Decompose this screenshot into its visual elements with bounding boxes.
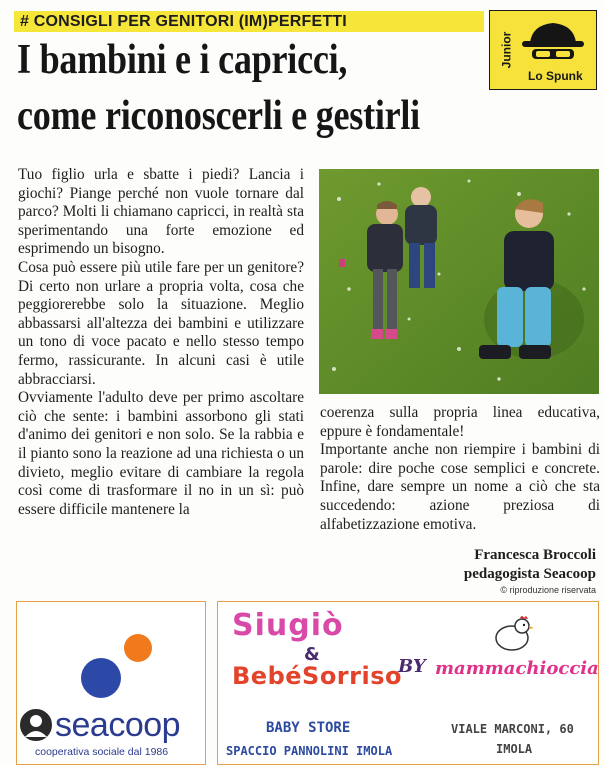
article-paragraph: Importante anche non riempire i bambini di parole: dire poche cose semplici e concrete. Infine, dare sempre un nome a ciò che sta succedendo: azione preziosa di alfabetizzazione emotiva.	[320, 441, 600, 533]
article-column-right	[320, 404, 600, 534]
author-name: Francesca Broccoli	[474, 547, 596, 563]
store-description: SPACCIO PANNOLINI IMOLA	[226, 744, 393, 758]
article-paragraph: Cosa può essere più utile fare per un genitore? Di certo non urlare a propria volta, cosa che peggiorerebbe solo la situazione. Meglio abbassarsi all'altezza dei bambini e utilizzare un tono di voce pacato e nello stesso tempo fermo, rassicurante. In alcuni casi è utile abbracciarsi.	[18, 258, 304, 388]
siugio-brand: Siugiò	[232, 608, 344, 643]
junior-label: Junior	[499, 31, 514, 69]
headline-line-1: I bambini e i capricci,	[17, 37, 348, 83]
baby-store-ad[interactable]	[217, 601, 599, 765]
children-on-grass-photo	[319, 169, 599, 394]
category-banner	[14, 11, 484, 32]
seacoop-tagline: cooperativa sociale dal 1986	[35, 746, 169, 758]
ampersand: &	[304, 644, 320, 665]
article-paragraph: Tuo figlio urla e sbatte i piedi? Lancia i giochi? Piange perché non vuole tornare dal parco? Molti li chiamano capricci, in realtà sta sperimentando una forte emozione ed esprimendo un bisogno.	[18, 166, 304, 258]
copyright-notice: © riproduzione riservata	[500, 585, 596, 595]
category-tag: # CONSIGLI PER GENITORI (IM)PERFETTI	[20, 13, 347, 30]
profile-avatar-icon[interactable]	[18, 707, 54, 743]
headline-line-2: come riconoscerli e gestirli	[17, 93, 420, 139]
blue-dot-icon	[81, 658, 121, 698]
article-column-left	[18, 166, 304, 519]
orange-dot-icon	[124, 634, 152, 662]
mammachioccia-brand: mammachioccia	[435, 658, 599, 679]
article-paragraph: coerenza sulla propria linea educativa, eppure è fondamentale!	[320, 404, 600, 440]
lo-spunk-logo	[489, 10, 597, 90]
store-city: IMOLA	[496, 742, 533, 756]
article-paragraph: Ovviamente l'adulto deve per primo ascoltare ciò che sente: i bambini assorbono gli stati d'animo dei genitori e non solo. Se la rabbia e il pianto sono la reazione ad una richiesta o un divieto, meglio evitare di cambiare la regola così come di trasformare il no in un sì: può essere difficile mantenere la	[18, 389, 304, 518]
lo-spunk-label: Lo Spunk	[528, 69, 583, 83]
bebe-sorriso-brand: BebéSorriso	[232, 662, 402, 690]
store-address: VIALE MARCONI, 60	[451, 722, 574, 736]
hen-icon	[490, 612, 536, 654]
user-silhouette-icon	[20, 709, 52, 741]
spy-hat-icon	[522, 17, 584, 67]
seacoop-wordmark: seacoop	[55, 706, 181, 744]
by-label: BY	[398, 656, 426, 677]
author-role: pedagogista Seacoop	[463, 566, 596, 582]
store-type: BABY STORE	[266, 720, 351, 736]
